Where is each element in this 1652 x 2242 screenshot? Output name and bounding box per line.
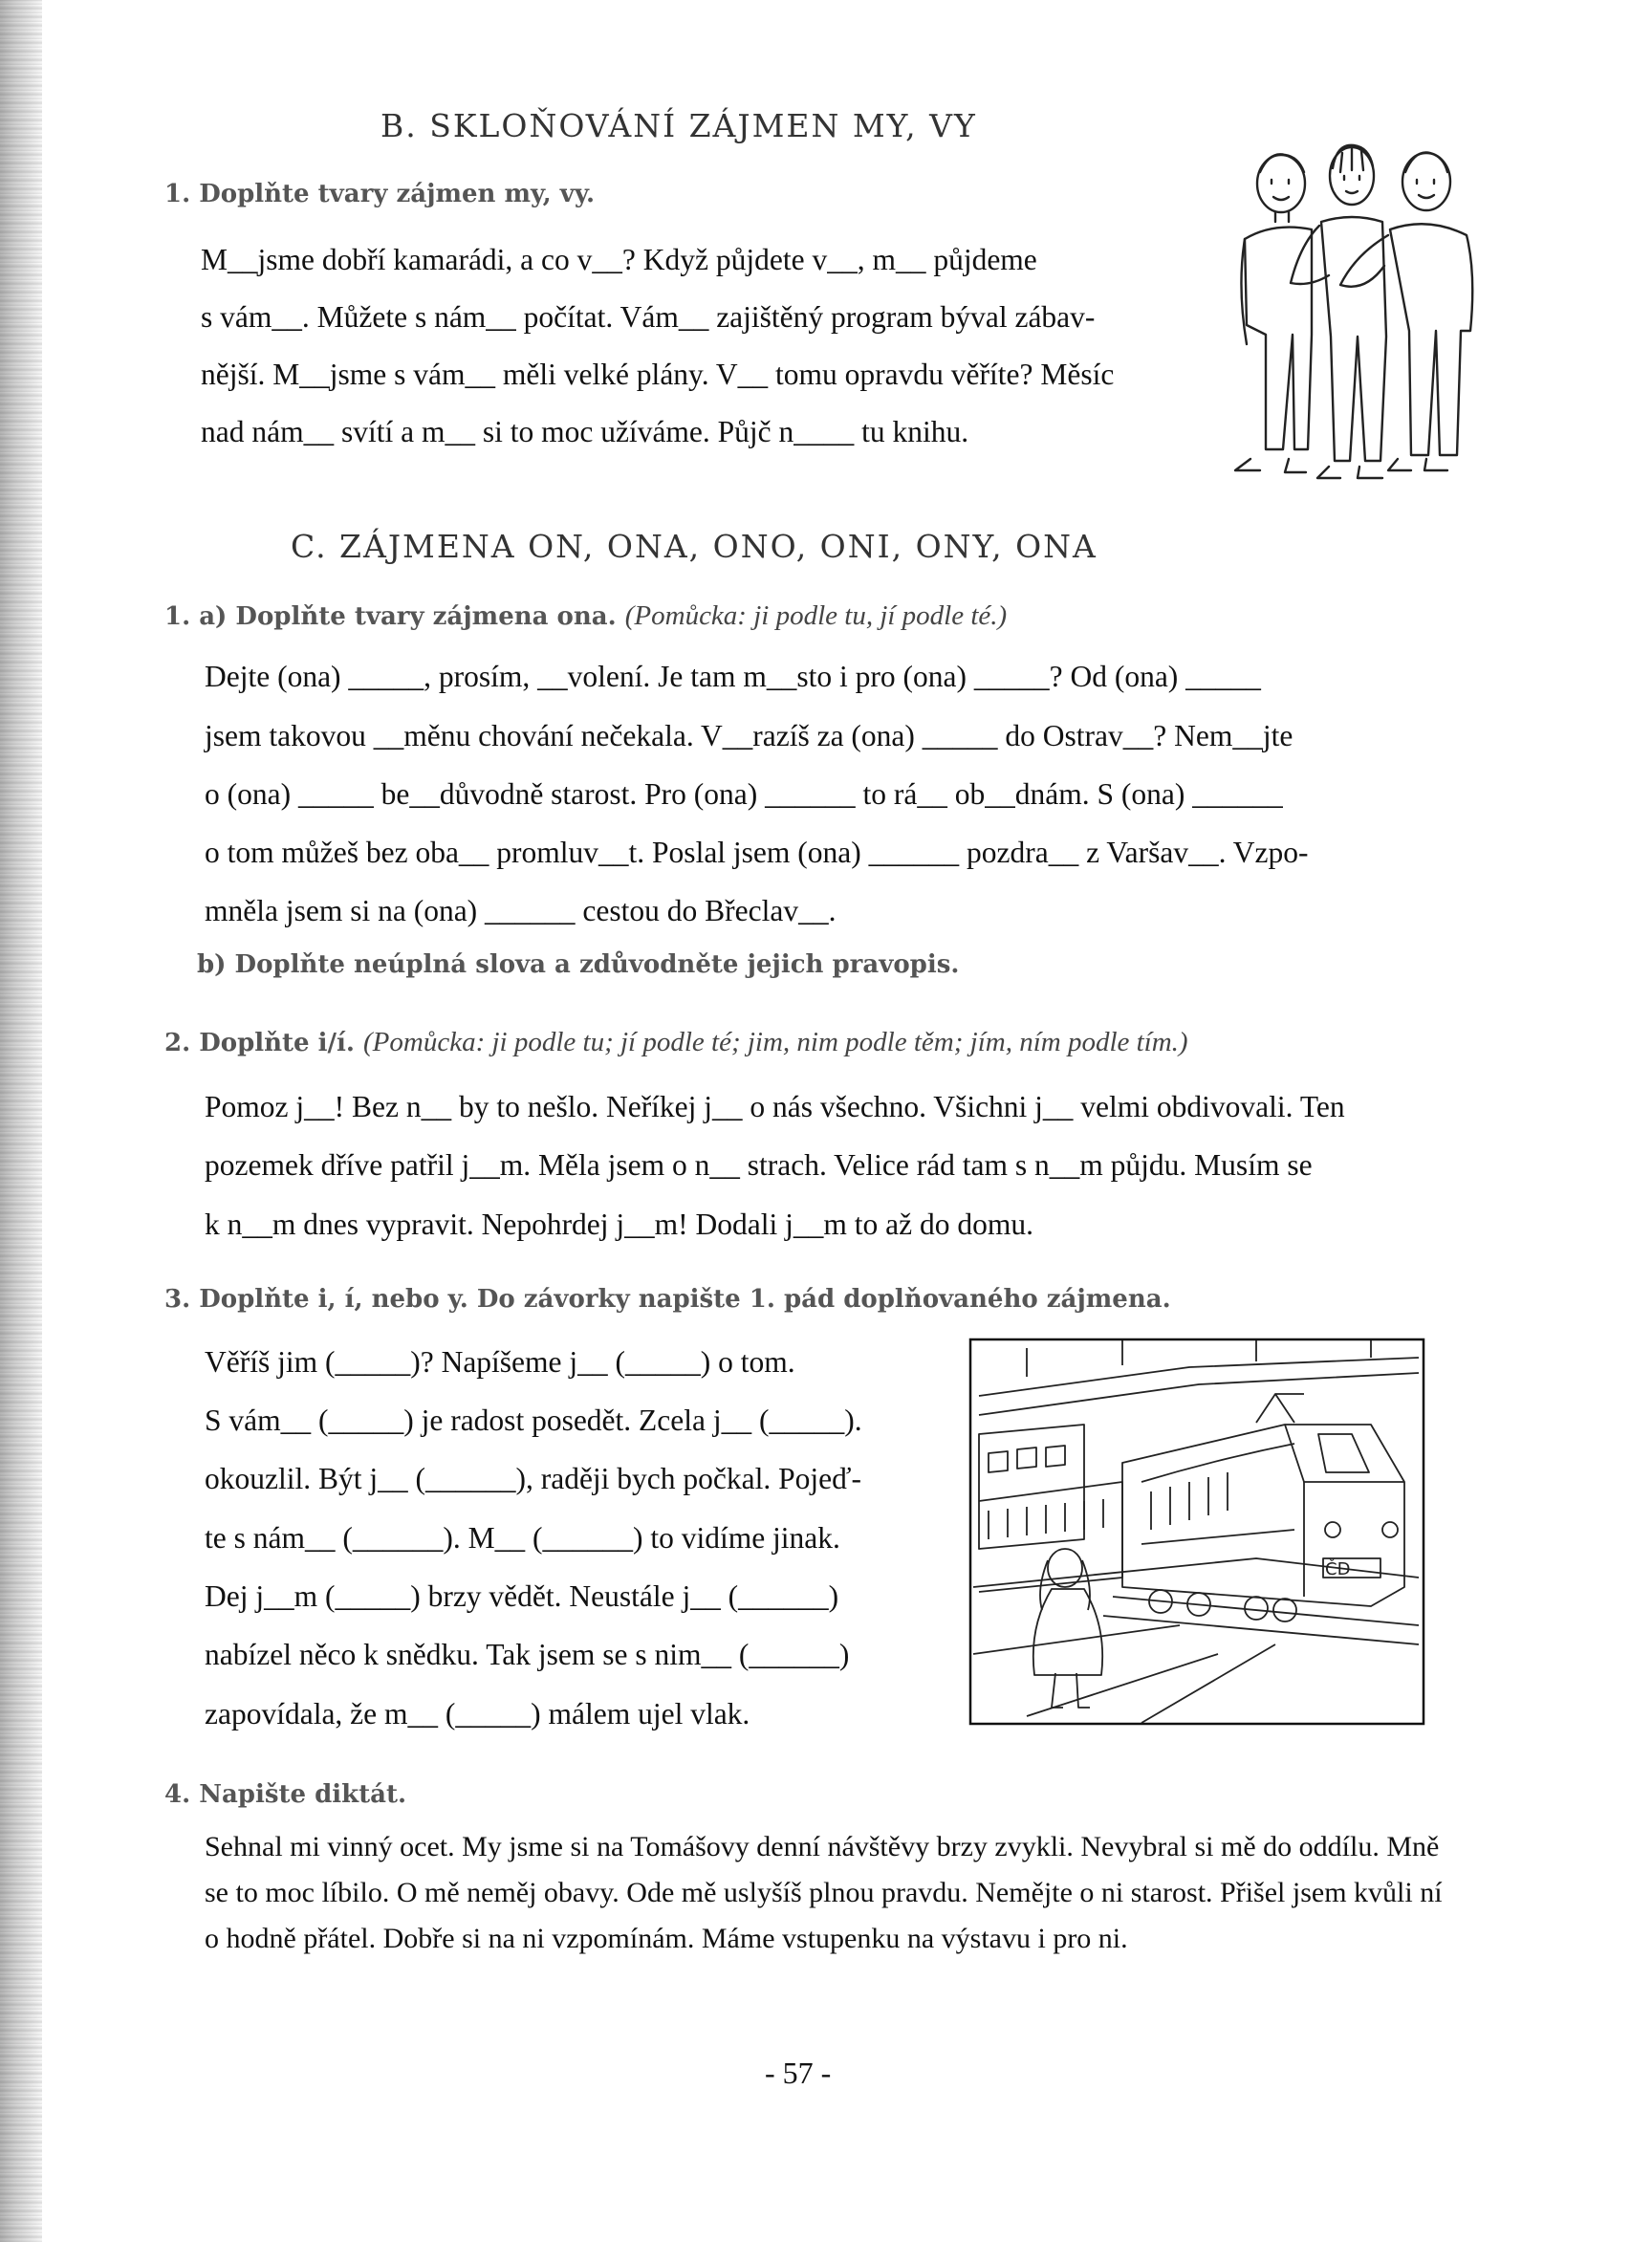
train-logo: ČD (1325, 1559, 1351, 1579)
section-c-task-1b-title: b) Doplňte neúplná slova a zdůvodněte jejich pravopis. (197, 950, 960, 979)
section-c-task-4-title: 4. Napište diktát. (164, 1780, 407, 1809)
task-1a-title-text: 1. a) Doplňte tvary zájmena ona. (164, 602, 617, 631)
section-c-2-line-1: Pomoz j__! Bez n__ by to nešlo. Neříkej j__ o nás všechno. Všichni j__ velmi obdivovali. Ten (205, 1090, 1345, 1123)
task-1a-hint: (Pomůcka: ji podle tu, jí podle té.) (624, 600, 1008, 631)
section-b-line-4: nad nám__ svítí a m__ si to moc užíváme. Půjč n____ tu knihu. (201, 415, 969, 448)
section-c-2-line-3: k n__m dnes vypravit. Nepohrdej j__m! Dodali j__m to až do domu. (205, 1208, 1033, 1241)
page-number: - 57 - (765, 2056, 832, 2090)
section-c-3-line-4: te s nám__ (______). M__ (______) to vidíme jinak. (205, 1521, 840, 1555)
section-b-line-1: M__jsme dobří kamarádi, a co v__? Když půjdete v__, m__ půjdeme (201, 243, 1037, 276)
section-c-3-line-6: nabízel něco k snědku. Tak jsem se s nim__ (______) (205, 1638, 850, 1671)
section-c-1a-line-4: o tom můžeš bez oba__ promluv__t. Poslal jsem (ona) ______ pozdra__ z Varšav__. Vzpo- (205, 836, 1309, 869)
section-c-task-2-title (164, 1027, 1188, 1058)
section-c-3-line-3: okouzlil. Být j__ (______), raději bych počkal. Pojeď- (205, 1462, 861, 1495)
task-2-title-text: 2. Doplňte i/í. (164, 1029, 355, 1057)
section-b-line-3: nější. M__jsme s vám__ měli velké plány. V__ tomu opravdu věříte? Měsíc (201, 358, 1115, 391)
section-c-3-line-5: Dej j__m (_____) brzy vědět. Neustále j__ (______) (205, 1579, 839, 1613)
section-c-3-line-7: zapovídala, že m__ (_____) málem ujel vlak. (205, 1697, 750, 1730)
section-c-1a-line-1: Dejte (ona) _____, prosím, __volení. Je tam m__sto i pro (ona) _____? Od (ona) _____ (205, 660, 1261, 693)
section-b-heading: B. SKLOŇOVÁNÍ ZÁJMEN MY, VY (380, 107, 977, 144)
section-c-3-line-2: S vám__ (_____) je radost posedět. Zcela j__ (_____). (205, 1404, 862, 1437)
section-c-task-1a-title (164, 600, 1007, 632)
section-c-1a-line-3: o (ona) _____ be__důvodně starost. Pro (ona) ______ to rá__ ob__dnám. S (ona) ______ (205, 777, 1283, 811)
section-b-line-2: s vám__. Můžete s nám__ počítat. Vám__ zajištěný program býval zábav- (201, 300, 1096, 334)
task-2-hint: (Pomůcka: ji podle tu; jí podle té; jim, nim podle těm; jím, ním podle tím.) (363, 1027, 1188, 1057)
scan-shadow-edge (0, 0, 42, 2242)
section-c-task-3-title: 3. Doplňte i, í, nebo y. Do závorky napište 1. pád doplňovaného zájmena. (164, 1285, 1171, 1314)
section-c-2-line-2: pozemek dříve patřil j__m. Měla jsem o n__ strach. Velice rád tam s n__m půjdu. Musím se (205, 1148, 1313, 1182)
three-friends-illustration (1226, 143, 1493, 516)
section-c-3-line-1: Věříš jim (_____)? Napíšeme j__ (_____) o tom. (205, 1345, 795, 1379)
section-b-task-1-title: 1. Doplňte tvary zájmen my, vy. (164, 180, 596, 208)
section-c-1a-line-2: jsem takovou __měnu chování nečekala. V__razíš za (ona) _____ do Ostrav__? Nem__jte (205, 719, 1293, 752)
section-c-task-4-text: Sehnal mi vinný ocet. My jsme si na Tomášovy denní návštěvy brzy zvykli. Nevybral si mě do oddílu. Mně se to moc líbilo. O mě neměj obavy. Ode mě uslyšíš plnou pravdu. Nemějte o ni starost. Přišel jsem kvůli ní o hodně přátel. Dobře si na ni vzpomínám. Máme vstupenku na výstavu i pro ni. (205, 1831, 1443, 1954)
section-c-heading: C. ZÁJMENA ON, ONA, ONO, ONI, ONY, ONA (291, 528, 1098, 565)
train-station-illustration (969, 1339, 1424, 1725)
section-c-1a-line-5: mněla jsem si na (ona) ______ cestou do Břeclav__. (205, 894, 837, 927)
